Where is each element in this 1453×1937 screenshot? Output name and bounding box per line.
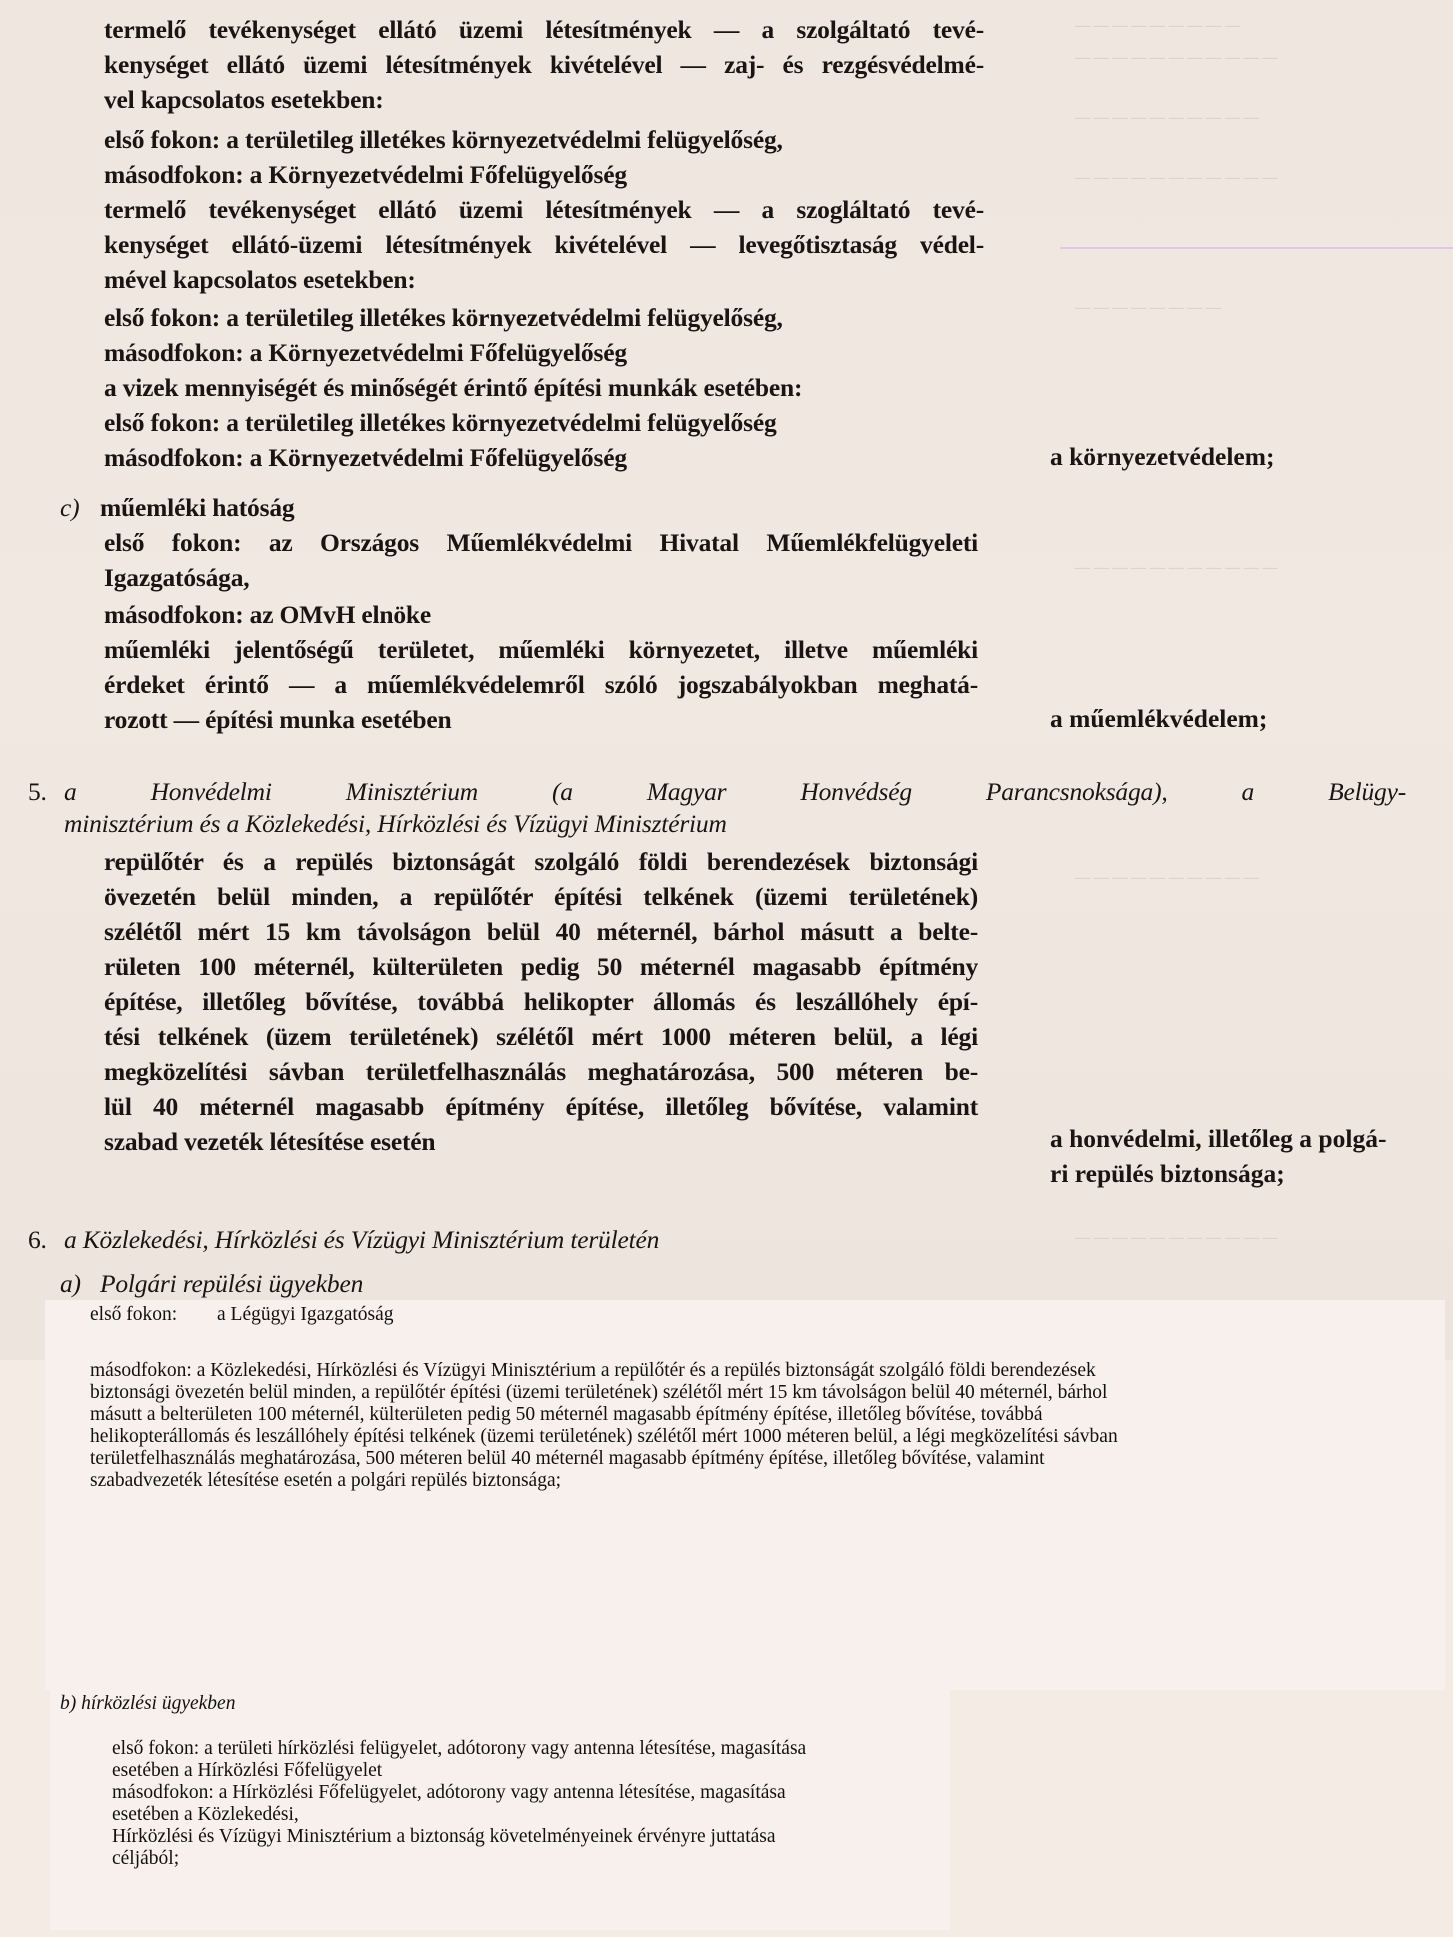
text-line: építése, illetőleg bővítése, továbbá helikopter állomás és leszállóhely épí- xyxy=(104,987,978,1016)
text-line: másodfokon: az OMvH elnöke xyxy=(104,600,432,629)
text-line: műemléki jelentőségű területet, műemléki környezetet, illetve műemléki xyxy=(104,635,978,664)
scan-artifact-line xyxy=(1060,247,1453,249)
bleed-through-text: — — — — — — — — — — — xyxy=(1075,1230,1278,1246)
text-line: esetében a Hírközlési Főfelügyelet xyxy=(112,1760,383,1781)
section-6-number: 6. xyxy=(28,1225,47,1254)
second-instance-line: területfelhasználás meghatározása, 500 méteren belül 40 méternél magasabb építmény építése, illetőleg bővítése, valamint xyxy=(90,1448,1045,1469)
text-line: a vizek mennyiségét és minőségét érintő építési munkák esetében: xyxy=(104,373,803,402)
text-line: rületen 100 méternél, külterületen pedig 50 méternél magasabb építmény xyxy=(104,952,978,981)
text-line: másodfokon: a Környezetvédelmi Főfelügyelőség xyxy=(104,160,627,189)
bleed-through-text: — — — — — — — — — xyxy=(1075,18,1240,34)
text-line: másodfokon: a Hírközlési Főfelügyelet, adótorony vagy antenna létesítése, magasítása xyxy=(112,1782,786,1803)
text-line: másodfokon: a Környezetvédelmi Főfelügyelőség xyxy=(104,338,627,367)
section-5-heading: minisztérium és a Közlekedési, Hírközlési és Vízügyi Minisztérium xyxy=(64,809,727,838)
text-line: rozott — építési munka esetében xyxy=(104,705,452,734)
section-b-title: b) hírközlési ügyekben xyxy=(60,1693,236,1714)
text-line: szabad vezeték létesítése esetén xyxy=(104,1127,436,1156)
text-line: esetében a Közlekedési, xyxy=(112,1804,299,1825)
text-line: lül 40 méternél magasabb építmény építése, illetőleg bővítése, valamint xyxy=(104,1092,978,1121)
second-instance-line: helikopterállomás és leszállóhely építési telkének (üzemi területének) szélétől mért 1000 méteren belül, a légi megközelítési sávban xyxy=(90,1426,1118,1447)
bleed-through-text: — — — — — — — — xyxy=(1075,300,1222,316)
text-line: termelő tevékenységet ellátó üzemi létesítmények — a szolgáltató tevé- xyxy=(104,15,984,44)
right-label-defense: ri repülés biztonsága; xyxy=(1050,1159,1285,1188)
section-5-heading: a Honvédelmi Minisztérium (a Magyar Honvédség Parancsnoksága), a Belügy- xyxy=(64,777,1406,806)
text-line: első fokon: a területileg illetékes környezetvédelmi felügyelőség xyxy=(104,408,777,437)
right-label-defense: a honvédelmi, illetőleg a polgá- xyxy=(1050,1124,1387,1153)
second-instance-line: másutt a belterületen 100 méternél, külterületen pedig 50 méternél magasabb építmény építése, illetőleg bővítése, továbbá xyxy=(90,1404,1043,1425)
second-instance-line: biztonsági övezetén belül minden, a repülőtér építési (üzemi területének) szélétől mért 15 km távolságon belül 40 méternél, bárhol xyxy=(90,1382,1108,1403)
text-line: kenységet ellátó-üzemi létesítmények kivételével — levegőtisztaság védel- xyxy=(104,230,984,259)
section-6a-label: a) xyxy=(60,1269,81,1298)
text-line: tési telkének (üzem területének) szélétől mért 1000 méteren belül, a légi xyxy=(104,1022,978,1051)
text-line: érdeket érintő — a műemlékvédelemről szóló jogszabályokban meghatá- xyxy=(104,670,978,699)
first-instance-value: a Légügyi Igazgatóság xyxy=(217,1304,394,1325)
section-6-heading: a Közlekedési, Hírközlési és Vízügyi Minisztérium területén xyxy=(64,1225,660,1254)
bleed-through-text: — — — — — — — — — — — xyxy=(1075,560,1278,576)
bleed-through-text: — — — — — — — — — — — xyxy=(1075,170,1278,186)
bleed-through-text: — — — — — — — — — — xyxy=(1075,870,1259,886)
text-line: első fokon: a területileg illetékes környezetvédelmi felügyelőség, xyxy=(104,303,783,332)
text-line: első fokon: az Országos Műemlékvédelmi Hivatal Műemlékfelügyeleti xyxy=(104,528,978,557)
text-line: kenységet ellátó üzemi létesítmények kivételével — zaj- és rezgésvédelmé- xyxy=(104,50,984,79)
bleed-through-text: — — — — — — — — — — — xyxy=(1075,50,1278,66)
text-line: első fokon: a területileg illetékes környezetvédelmi felügyelőség, xyxy=(104,125,783,154)
typed-overlay-6a xyxy=(45,1300,1445,1690)
text-line: szélétől mért 15 km távolságon belül 40 méternél, bárhol másutt a belte- xyxy=(104,917,978,946)
text-line: repülőtér és a repülés biztonságát szolgáló földi berendezések biztonsági xyxy=(104,847,978,876)
text-line: mével kapcsolatos esetekben: xyxy=(104,265,416,294)
text-line: másodfokon: a Környezetvédelmi Főfelügyelőség xyxy=(104,443,627,472)
text-line: első fokon: a területi hírközlési felügyelet, adótorony vagy antenna létesítése, magasítása xyxy=(112,1738,807,1759)
text-line: megközelítési sávban területfelhasználás meghatározása, 500 méteren be- xyxy=(104,1057,978,1086)
section-c-label: c) xyxy=(60,493,80,522)
text-line: övezetén belül minden, a repülőtér építési telkének (üzemi területének) xyxy=(104,882,978,911)
second-instance-line: másodfokon: a Közlekedési, Hírközlési és Vízügyi Minisztérium a repülőtér és a repülés biztonságát szolgáló földi berendezések xyxy=(90,1360,1096,1381)
second-instance-line: szabadvezeték létesítése esetén a polgári repülés biztonsága; xyxy=(90,1470,562,1491)
right-label-environment: a környezetvédelem; xyxy=(1050,442,1275,471)
text-line: Igazgatósága, xyxy=(104,563,250,592)
bleed-through-text: — — — — — — — — — — xyxy=(1075,110,1259,126)
first-instance-label: első fokon: xyxy=(90,1304,178,1325)
text-line: vel kapcsolatos esetekben: xyxy=(104,85,384,114)
right-label-monument: a műemlékvédelem; xyxy=(1050,704,1268,733)
section-6a-title: Polgári repülési ügyekben xyxy=(100,1269,364,1298)
text-line: céljából; xyxy=(112,1848,180,1869)
text-line: Hírközlési és Vízügyi Minisztérium a biztonság követelményeinek érvényre juttatása xyxy=(112,1826,776,1847)
section-5-number: 5. xyxy=(28,777,47,806)
section-c-title: műemléki hatóság xyxy=(100,493,295,522)
text-line: termelő tevékenységet ellátó üzemi létesítmények — a szogláltató tevé- xyxy=(104,195,984,224)
